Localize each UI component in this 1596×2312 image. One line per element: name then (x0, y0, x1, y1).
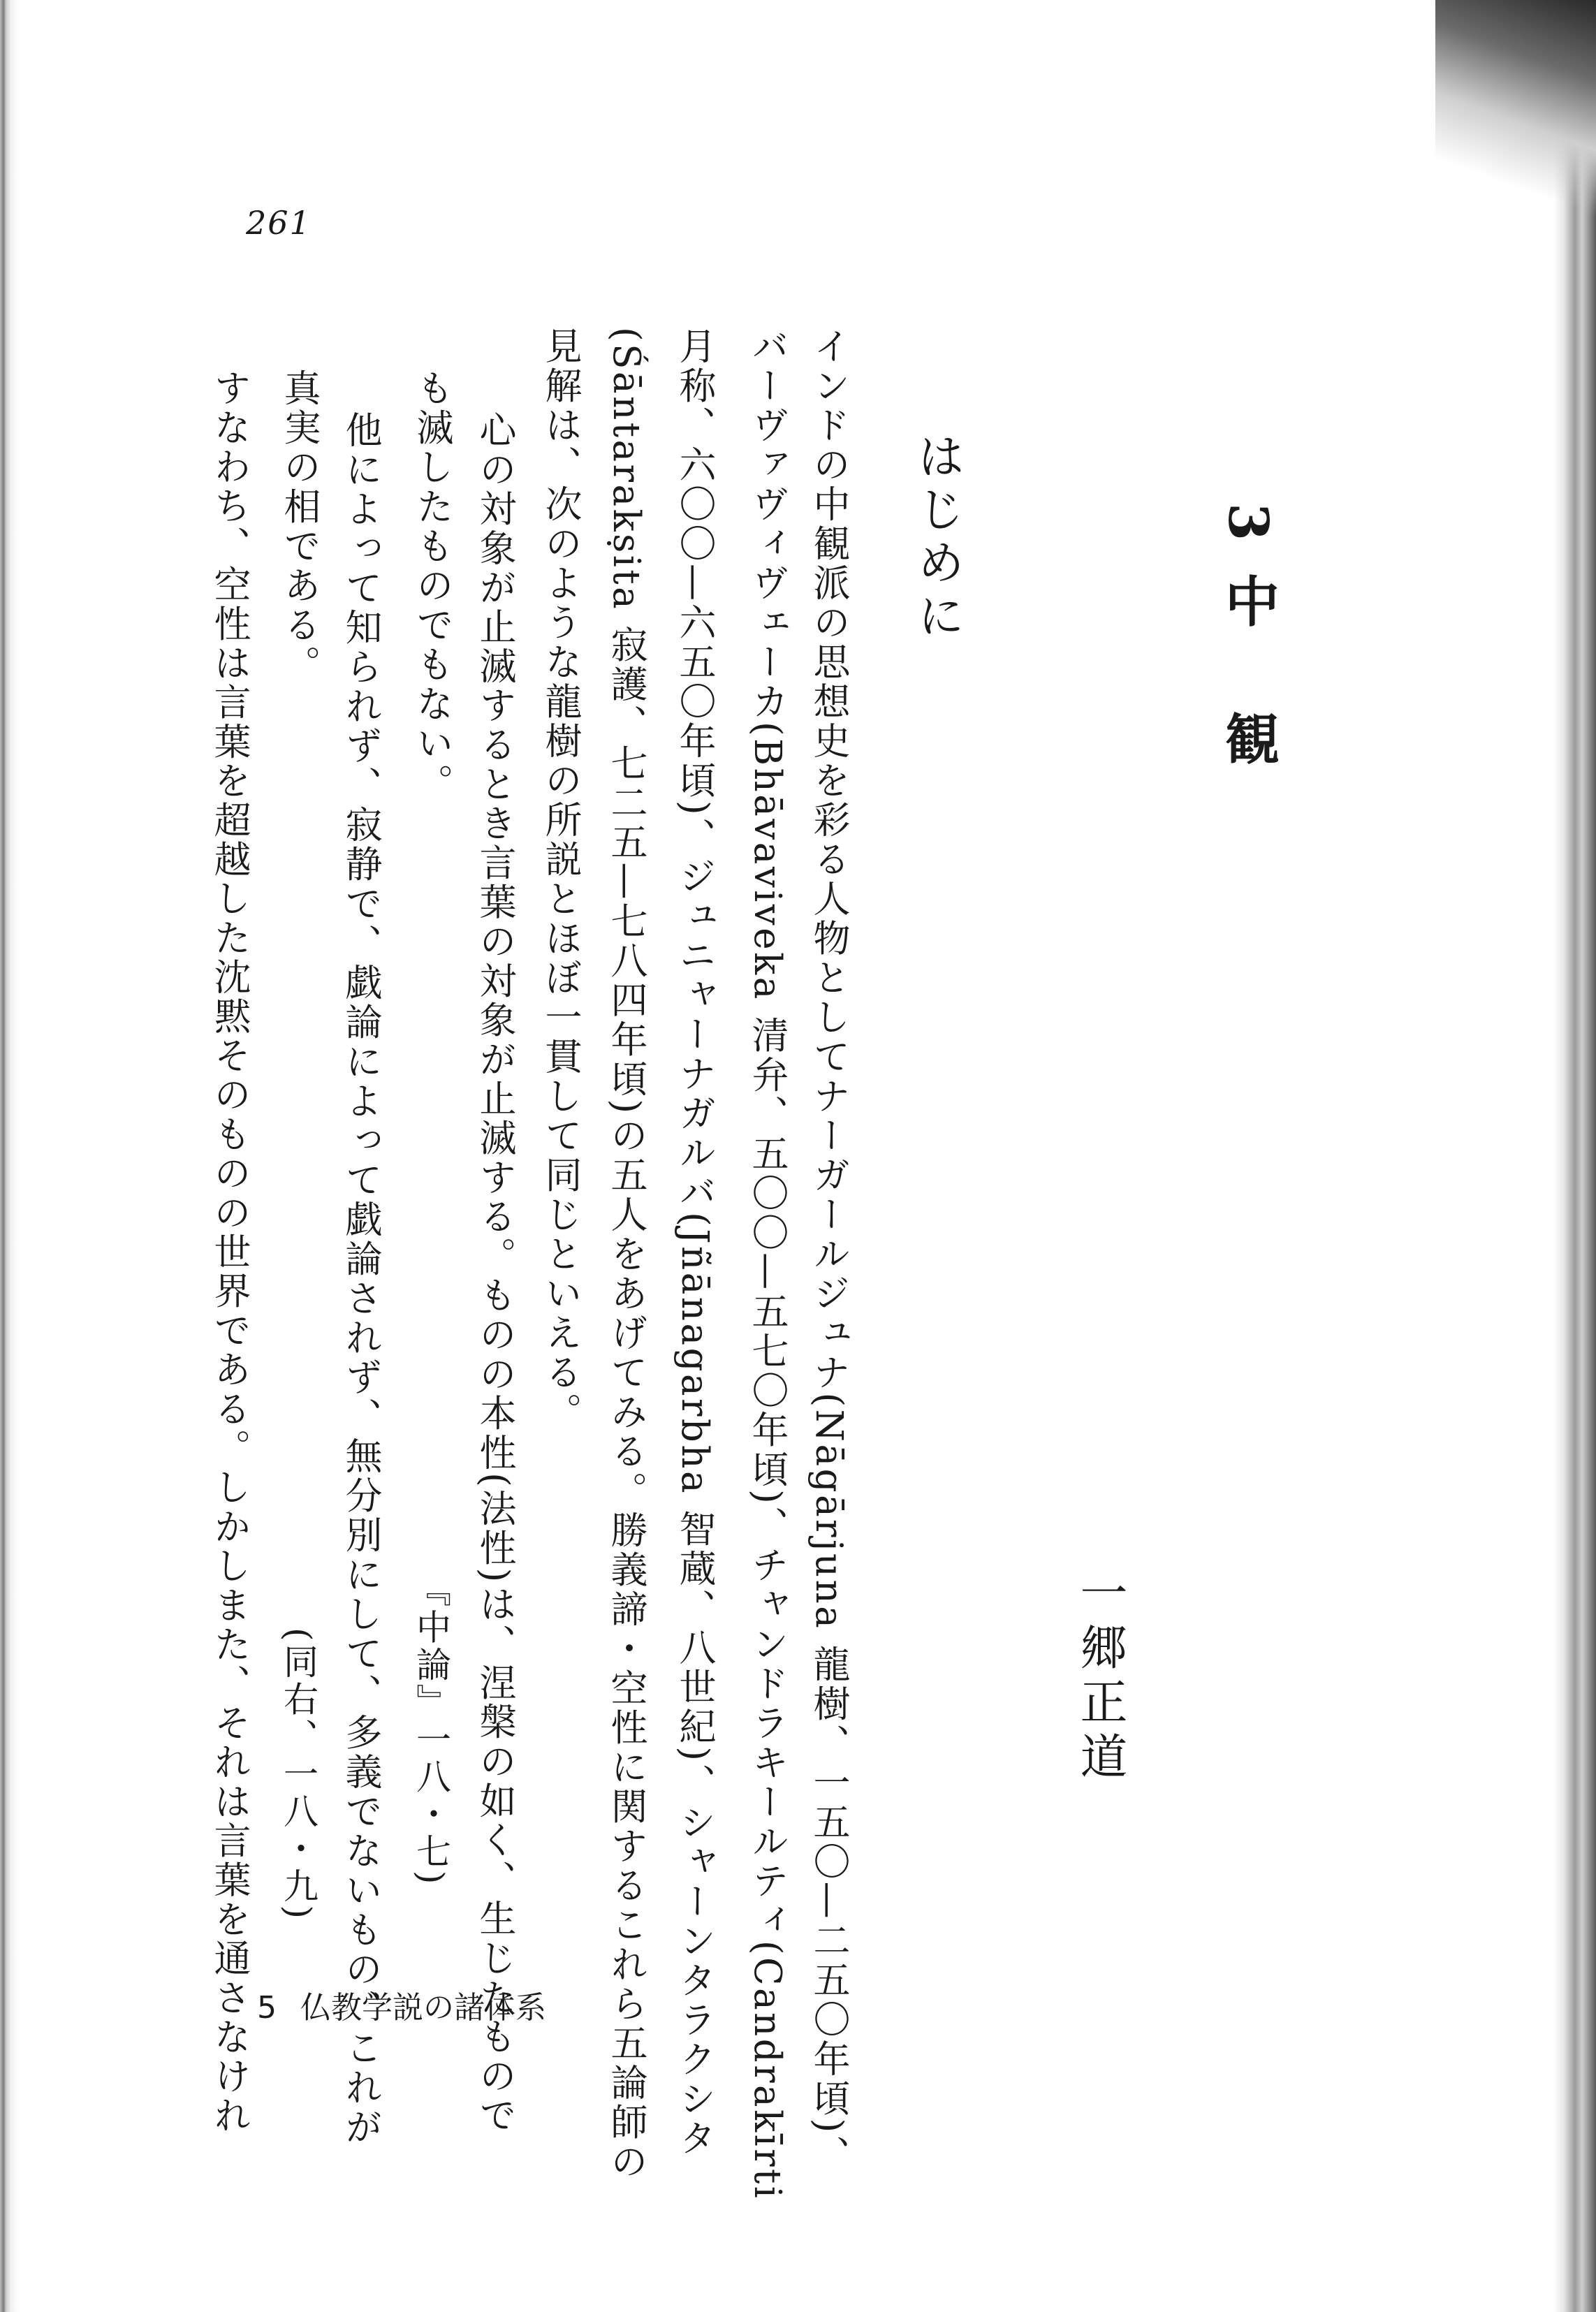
text-line-2: バーヴァヴィヴェーカ(Bhāvaviveka 清弁、五〇〇—五七〇年頃)、チャンドラキールティ(Candrakīrti (746, 327, 789, 2201)
footer-title: 仏教学説の諸体系 (300, 1990, 546, 2026)
chapter-title-text: 中 観 (1216, 573, 1280, 798)
quote-2-line-1: 他によって知られず、寂静で、戯論によって戯論されず、無分別にして、多義でないもの、これが (339, 411, 382, 2147)
scan-edge-right (1554, 0, 1596, 2312)
text-line-3: 月称、六〇〇—六五〇年頃)、ジュニャーナガルバ(Jñānagarbha 智蔵、八世紀)、シャーンタラクシタ (673, 327, 716, 2158)
quote-2-line-2: 真実の相である。 (278, 369, 321, 685)
text-line-final: すなわち、空性は言葉を超越した沈黙そのものの世界である。しかしまた、それは言葉を通さなけれ (208, 369, 251, 2135)
quote-1-citation: 『中論』一八・七) (411, 1572, 451, 1887)
text-line-4: (Śāntarakṣita 寂護、七二五—七八四年頃)の五人をあげてみる。勝義諦・空性に関するこれら五論師の (605, 327, 647, 2182)
page-number: 261 (246, 204, 312, 242)
chapter-title (1191, 503, 1280, 798)
scan-edge-left (0, 0, 18, 2312)
quote-1-line-1: 心の対象が止滅するとき言葉の対象が止滅する。ものの本性(法性)は、涅槃の如く、生じたもので (474, 411, 516, 2135)
running-footer (257, 1982, 546, 2027)
chapter-author: 一郷正道 (1072, 1568, 1127, 1786)
quote-2-citation: (同右、一八・九) (278, 1627, 319, 1922)
text-line-5: 見解は、次のような龍樹の所説とほぼ一貫して同じといえる。 (539, 327, 582, 1432)
text-line-1: インドの中観派の思想史を彩る人物としてナーガールジュナ(Nāgārjuna 龍樹、一五〇—二五〇年頃)、 (807, 327, 850, 2175)
scan-corner-shadow (1435, 0, 1596, 231)
quote-1-line-2: も滅したものでもない。 (411, 369, 453, 803)
footer-part-number: 5 (257, 1990, 277, 2026)
chapter-number: 3 (1216, 503, 1280, 573)
section-heading: はじめに (909, 432, 965, 644)
